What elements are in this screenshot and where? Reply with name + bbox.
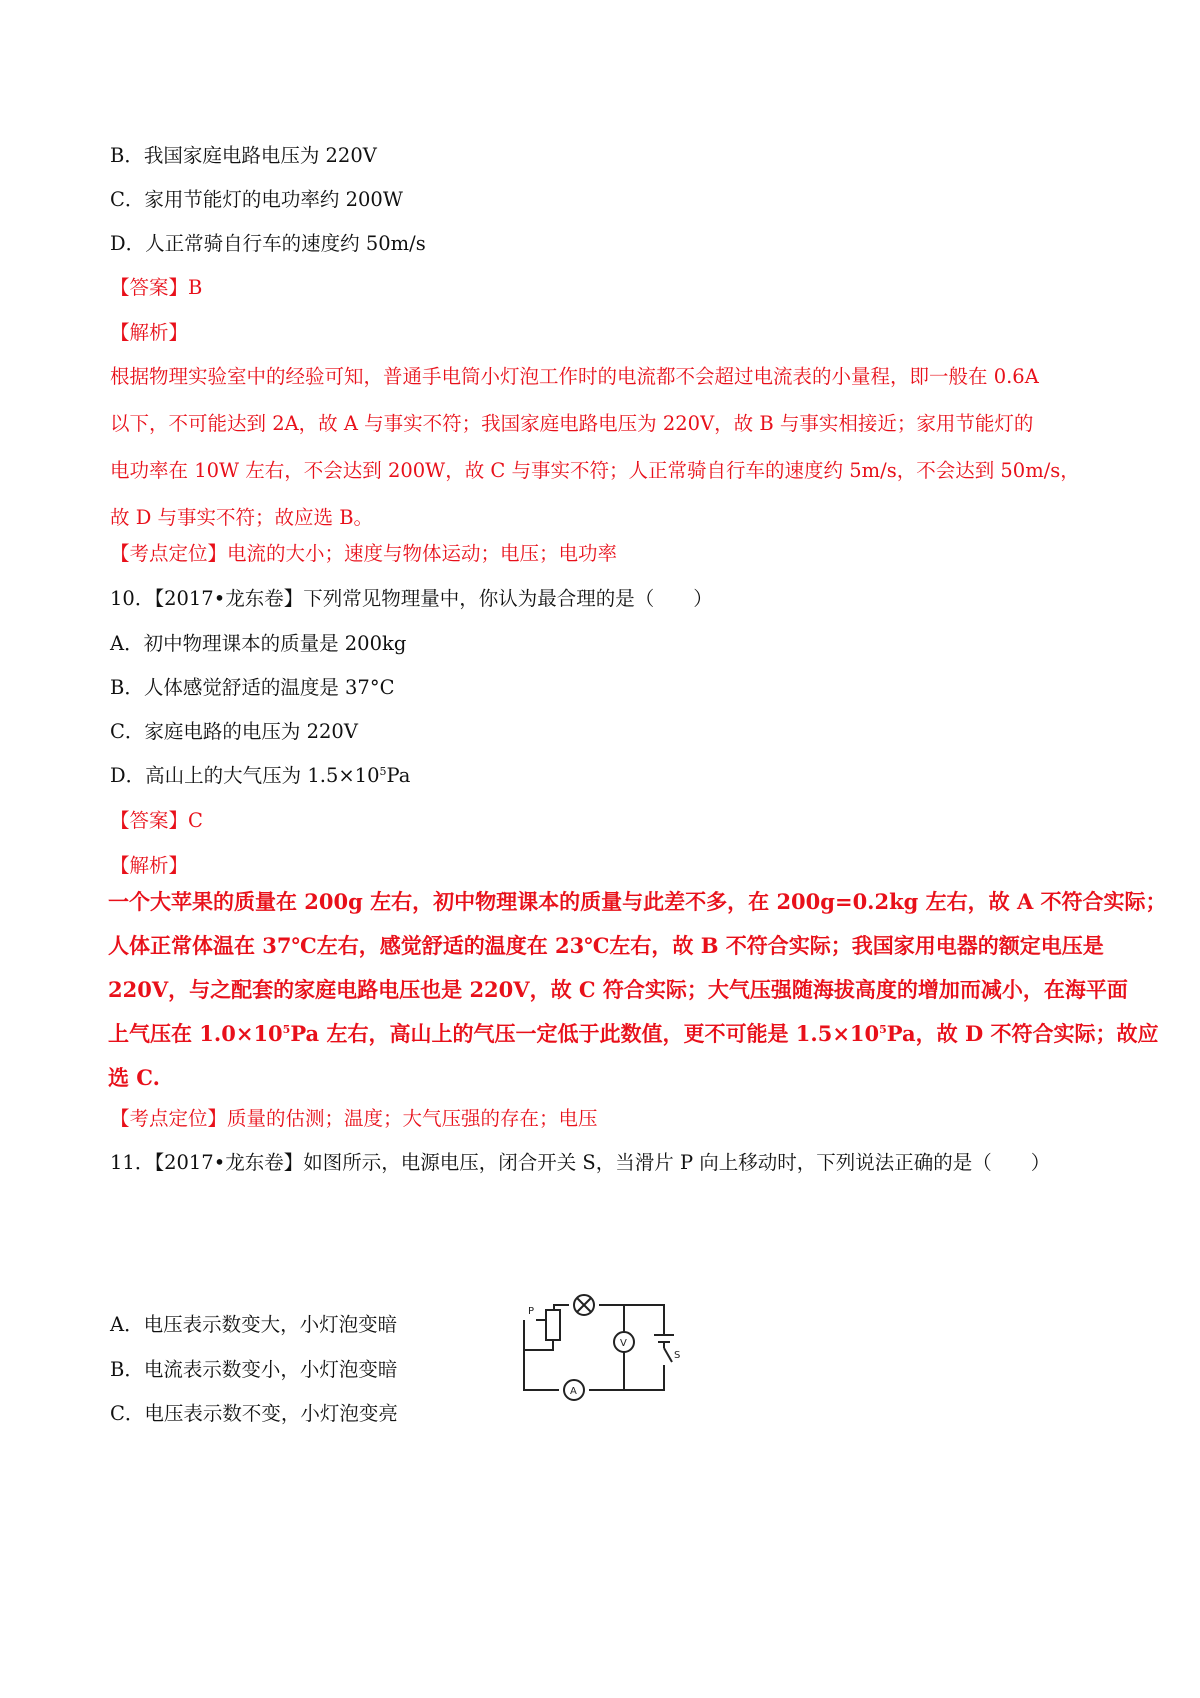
q9-keypoint <box>110 541 617 567</box>
label-v: V <box>620 1338 627 1349</box>
q10-keypoint-label: 【考点定位】 <box>110 1107 228 1130</box>
label-s: S <box>674 1350 681 1361</box>
q10-option-c: C．家庭电路的电压为 220V <box>110 720 358 743</box>
q10-analysis-text <box>108 880 1167 1100</box>
q10-option-d-text: D．高山上的大气压为 1.5×10 <box>110 764 380 787</box>
q10-analysis-label: 【解析】 <box>110 854 189 877</box>
rheostat-icon <box>546 1310 560 1340</box>
q10-analysis-line: 选 C. <box>108 1065 160 1090</box>
q10-stem: 10．【2017•龙东卷】下列常见物理量中，你认为最合理的是（ ） <box>110 587 713 610</box>
q9-analysis-line: 根据物理实验室中的经验可知，普通手电筒小灯泡工作时的电流都不会超过电流表的小量程，即一般在 0.6A <box>110 365 1039 388</box>
q11-option-c: C．电压表示数不变，小灯泡变亮 <box>110 1402 398 1425</box>
label-a: A <box>570 1386 577 1397</box>
q10-option-a: A．初中物理课本的质量是 200kg <box>110 632 407 655</box>
q9-option-d: D．人正常骑自行车的速度约 50m/s <box>110 232 426 255</box>
q10-option-d <box>110 763 410 789</box>
q10-answer-value: C <box>188 809 203 832</box>
q9-option-b: B．我国家庭电路电压为 220V <box>110 144 377 167</box>
label-p: P <box>528 1306 535 1317</box>
q9-answer-label: 【答案】 <box>110 276 189 299</box>
q9-analysis-label: 【解析】 <box>110 321 189 344</box>
q10-answer <box>110 808 203 834</box>
circuit-diagram <box>514 1290 684 1410</box>
q10-option-d-exponent: 5 <box>379 765 387 778</box>
q9-answer-value: B <box>188 276 203 299</box>
q10-analysis-line: 220V，与之配套的家庭电路电压也是 220V，故 C 符合实际；大气压强随海拔高度的增加而减小，在海平面 <box>108 977 1128 1002</box>
q10-analysis-line: 人体正常体温在 37℃左右，感觉舒适的温度在 23℃左右，故 B 不符合实际；我国家用电器的额定电压是 <box>108 933 1104 958</box>
q10-analysis-line: 一个大苹果的质量在 200g 左右，初中物理课本的质量与此差不多，在 200g=0.2kg 左右，故 A 不符合实际； <box>108 889 1167 914</box>
q10-answer-label: 【答案】 <box>110 809 189 832</box>
q9-answer <box>110 275 202 301</box>
q9-keypoint-value: 电流的大小；速度与物体运动；电压；电功率 <box>227 542 618 565</box>
q10-keypoint <box>110 1106 598 1132</box>
q9-analysis-line: 电功率在 10W 左右，不会达到 200W，故 C 与事实不符；人正常骑自行车的速度约 5m/s，不会达到 50m/s， <box>110 459 1080 482</box>
q11-option-b: B．电流表示数变小，小灯泡变暗 <box>110 1358 398 1381</box>
switch-icon <box>664 1348 672 1362</box>
q10-option-d-unit: Pa <box>386 764 411 787</box>
q10-analysis-line: 上气压在 $1.0\times 10^5Pa$ 左右，高山上的气压一定低于此数值，更不可能是 $1.5\times 10^5Pa$，故 D 不符合实际；故应 <box>108 1021 1159 1046</box>
q10-option-b: B．人体感觉舒适的温度是 37°C <box>110 676 395 699</box>
q11-option-a: A．电压表示数变大，小灯泡变暗 <box>110 1313 398 1336</box>
q9-keypoint-label: 【考点定位】 <box>110 542 228 565</box>
q9-analysis-line: 故 D 与事实不符；故应选 B。 <box>110 506 374 529</box>
q10-keypoint-value: 质量的估测；温度；大气压强的存在；电压 <box>227 1107 598 1130</box>
q9-analysis-line: 以下，不可能达到 2A，故 A 与事实不符；我国家庭电路电压为 220V，故 B 与事实相接近；家用节能灯的 <box>110 412 1034 435</box>
q9-option-c: C．家用节能灯的电功率约 200W <box>110 188 403 211</box>
q11-stem: 11．【2017•龙东卷】如图所示，电源电压，闭合开关 S，当滑片 P 向上移动时，下列说法正确的是（ ） <box>110 1151 1051 1174</box>
q9-analysis-text <box>110 353 1100 541</box>
